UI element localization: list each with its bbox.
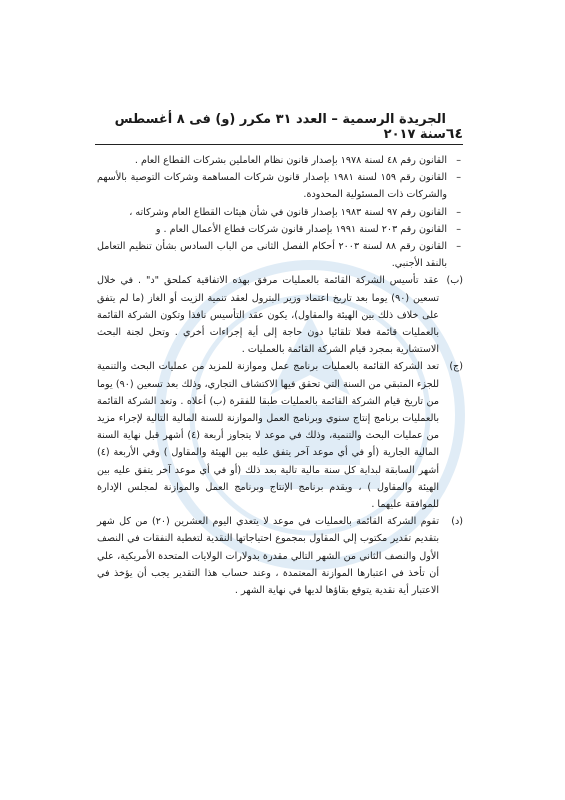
paragraph-b <box>97 272 463 358</box>
law-item <box>97 169 463 203</box>
law-text: القانون رقم ١٥٩ لسنة ١٩٨١ بإصدار قانون شركات المساهمة وشركات التوصية بالأسهم والشركات ذات المسئولية المحدودة. <box>97 172 448 201</box>
law-text: القانون رقم ٢٠٣ لسنة ١٩٩١ بإصدار قانون شركات قطاع الأعمال العام . و <box>155 223 447 235</box>
page-header <box>95 112 463 142</box>
list-dash: – <box>456 155 461 166</box>
law-item <box>97 221 463 238</box>
law-text: القانون رقم ٤٨ لسنة ١٩٧٨ بإصدار قانون نظام العاملين بشركات القطاع العام . <box>134 155 447 166</box>
list-dash: – <box>456 241 461 253</box>
list-dash: – <box>456 223 461 235</box>
paragraph-marker: (ب) <box>446 275 463 287</box>
paragraph-text: عقد تأسيس الشركة القائمة بالعمليات مرفق بهذه الاتفاقية كملحق "د" . في خلال تسعين (٩٠) يوما بعد تاريخ اعتماد وزير البترول لعقد تنمية الزيت أو الغاز (ما لم يتفق على خلاف ذلك بين الهيئة والمقاول)، يكون عقد التأسيس نافذا وتكون الشركة القائمة بالعمليات قائمة فعلا تلقائيا دون حاجة إلى أية إجراءات أخري . وتحل لجنة البحث الاستشارية بمجرد قيام الشركة القائمة بالعمليات . <box>97 275 439 356</box>
law-item <box>97 204 463 221</box>
paragraph-marker: (ج) <box>449 361 463 373</box>
law-item <box>97 152 463 169</box>
page-number: ٦٤ <box>445 126 463 142</box>
list-dash: – <box>456 172 461 184</box>
law-item <box>97 238 463 272</box>
document-body <box>97 152 463 599</box>
paragraph-marker: (د) <box>451 516 463 528</box>
law-text: القانون رقم ٨٨ لسنة ٢٠٠٣ أحكام الفصل الثانى من الباب السادس بشأن تنظيم التعامل بالنقد الأجنبي. <box>97 241 447 270</box>
paragraph-c <box>97 358 463 513</box>
gazette-title: الجريدة الرسمية – العدد ٣١ مكرر (و) فى ٨ أغسطس سنة ٢٠١٧ <box>114 112 446 142</box>
law-text: القانون رقم ٩٧ لسنة ١٩٨٣ بإصدار قانون في شأن هيئات القطاع العام وشركاته ، <box>129 206 447 218</box>
paragraph-text: تعد الشركة القائمة بالعمليات برنامج عمل وموازنة للمزيد من عمليات البحث والتنمية للجزء المتبقي من السنة التي تحقق فيها الاكتشاف التجاري، وذلك بعد تسعين (٩٠) يوما من تاريخ قيام الشركة القائمة بالعمليات طبقا للفقرة (ب) أعلاه . وتعد الشركة القائمة بالعمليات برنامج إنتاج سنوي وبرنامج العمل والموازنة للسنة المالية التالية لإجراء مزيد من عمليات البحث والتنمية، وذلك في موعد لا يتجاوز أربعة (٤) أشهر قبل نهاية السنة المالية الجارية (أو في أي موعد آخر يتفق عليه بين الهيئة والمقاول ) وفي الأربعة (٤) أشهر السابقة لبداية كل سنة مالية تالية بعد ذلك (أو في أي موعد آخر يتفق عليه بين الهيئة والمقاول ) ، ويقدم برنامج الإنتاج وبرنامج العمل والموازنة لمجلس الإدارة للموافقة عليهما . <box>97 361 439 511</box>
header-rule <box>95 144 463 145</box>
paragraph-d <box>97 513 463 599</box>
list-dash: – <box>456 206 461 218</box>
paragraph-text: تقوم الشركة القائمة بالعمليات في موعد لا يتعدي اليوم العشرين (٢٠) من كل شهر بتقديم تقدير مكتوب إلي المقاول بمجموع احتياجاتها النقدية لتغطية النفقات في النصف الأول والنصف الثاني من الشهر التالي مقدرة بدولارات الولايات المتحدة الأمريكية، علي أن تأخذ في اعتبارها الموازنة المعتمدة ، وعند حساب هذا التقدير يجب أن يؤخذ في الاعتبار أية نقدية يتوقع بقاؤها لديها في نهاية الشهر . <box>97 516 439 597</box>
